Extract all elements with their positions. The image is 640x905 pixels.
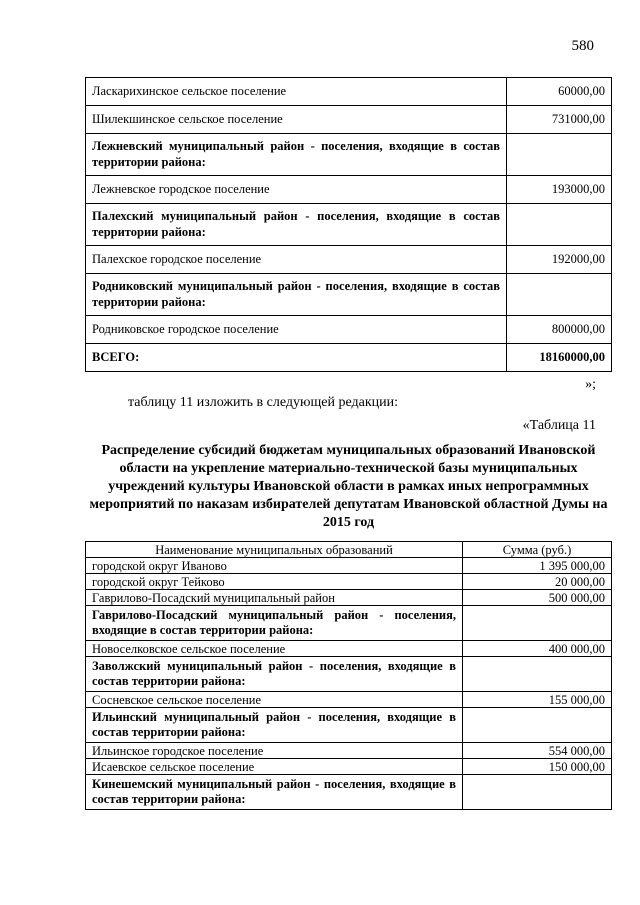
cell-name: Ильинский муниципальный район - поселения, входящие в состав территории района:	[86, 708, 463, 743]
table-caption: «Таблица 11	[522, 418, 596, 433]
cell-sum: 500 000,00	[463, 590, 612, 606]
cell-sum: 800000,00	[507, 316, 612, 344]
table-subsidies-continued	[85, 77, 612, 372]
table-row	[86, 246, 612, 274]
table-row	[86, 641, 612, 657]
cell-sum: 1 395 000,00	[463, 558, 612, 574]
total-row	[86, 344, 612, 372]
cell-name: Лежневское городское поселение	[86, 176, 507, 204]
group-row	[86, 775, 612, 810]
table-row	[86, 759, 612, 775]
cell-name: Родниковский муниципальный район - поселения, входящие в состав территории района:	[86, 274, 507, 316]
cell-name: городской округ Тейково	[86, 574, 463, 590]
cell-name: Палехское городское поселение	[86, 246, 507, 274]
cell-sum: 20 000,00	[463, 574, 612, 590]
group-row	[86, 657, 612, 692]
cell-sum: 192000,00	[507, 246, 612, 274]
table-row	[86, 692, 612, 708]
table-body	[86, 558, 612, 810]
table-row	[86, 574, 612, 590]
instruction-text: таблицу 11 изложить в следующей редакции:	[128, 395, 398, 410]
cell-sum: 731000,00	[507, 106, 612, 134]
group-row	[86, 606, 612, 641]
cell-sum	[507, 134, 612, 176]
table-header	[86, 542, 612, 558]
cell-name: Новоселковское сельское поселение	[86, 641, 463, 657]
cell-sum: 18160000,00	[507, 344, 612, 372]
table-row	[86, 316, 612, 344]
table-row	[86, 590, 612, 606]
page-number: 580	[571, 38, 594, 54]
group-row	[86, 274, 612, 316]
table-body	[86, 78, 612, 372]
closing-quote: »;	[585, 377, 596, 392]
cell-name: Палехский муниципальный район - поселения, входящие в состав территории района:	[86, 204, 507, 246]
cell-sum: 193000,00	[507, 176, 612, 204]
cell-sum	[463, 606, 612, 641]
cell-sum: 60000,00	[507, 78, 612, 106]
table-row	[86, 106, 612, 134]
cell-name: Родниковское городское поселение	[86, 316, 507, 344]
cell-name: городской округ Иваново	[86, 558, 463, 574]
cell-name: Заволжский муниципальный район - поселения, входящие в состав территории района:	[86, 657, 463, 692]
header-row	[86, 542, 612, 558]
cell-sum: 150 000,00	[463, 759, 612, 775]
header-name: Наименование муниципальных образований	[86, 542, 463, 558]
cell-name: Шилекшинское сельское поселение	[86, 106, 507, 134]
table-row	[86, 558, 612, 574]
cell-sum: 554 000,00	[463, 743, 612, 759]
cell-sum: 400 000,00	[463, 641, 612, 657]
cell-name: Гаврилово-Посадский муниципальный район	[86, 590, 463, 606]
cell-sum	[507, 204, 612, 246]
cell-name: Гаврилово-Посадский муниципальный район - поселения, входящие в состав территории района:	[86, 606, 463, 641]
table-row	[86, 176, 612, 204]
cell-sum: 155 000,00	[463, 692, 612, 708]
cell-name: Сосневское сельское поселение	[86, 692, 463, 708]
table-11	[85, 541, 612, 810]
cell-name: Ильинское городское поселение	[86, 743, 463, 759]
group-row	[86, 134, 612, 176]
group-row	[86, 204, 612, 246]
cell-name: Ласкарихинское сельское поселение	[86, 78, 507, 106]
cell-sum	[463, 657, 612, 692]
table-heading: Распределение субсидий бюджетам муниципальных образований Ивановской области на укрепление материально-технической базы муниципальных учреждений культуры Ивановской области в рамках иных непрограммных мероприятий по наказам избирателей депутатам Ивановской областной Думы на 2015 год	[89, 443, 608, 530]
cell-name: Исаевское сельское поселение	[86, 759, 463, 775]
cell-sum	[507, 274, 612, 316]
header-sum: Сумма (руб.)	[463, 542, 612, 558]
group-row	[86, 708, 612, 743]
table-row	[86, 78, 612, 106]
cell-name: Лежневский муниципальный район - поселения, входящие в состав территории района:	[86, 134, 507, 176]
cell-sum	[463, 775, 612, 810]
cell-sum	[463, 708, 612, 743]
table-row	[86, 743, 612, 759]
cell-name: Кинешемский муниципальный район - поселения, входящие в состав территории района:	[86, 775, 463, 810]
cell-name: ВСЕГО:	[86, 344, 507, 372]
